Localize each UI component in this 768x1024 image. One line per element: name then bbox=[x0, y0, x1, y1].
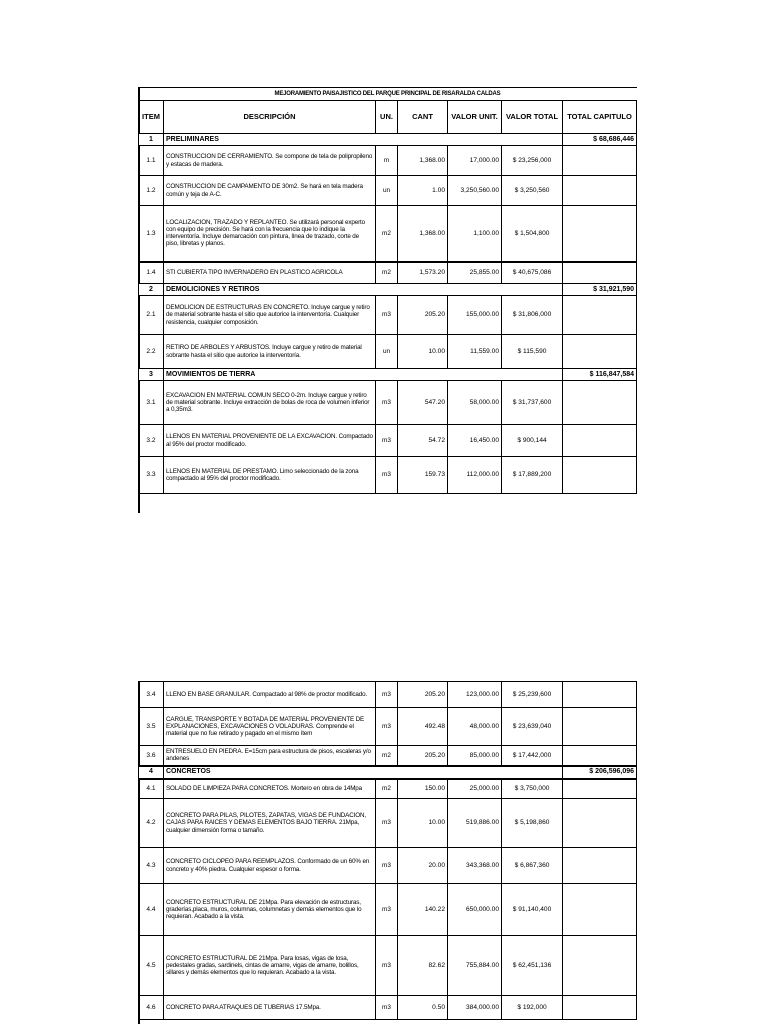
table-row bbox=[139, 176, 637, 206]
row-item: 1.1 bbox=[139, 146, 164, 176]
row-total-capitulo bbox=[563, 425, 637, 457]
table-row bbox=[139, 296, 637, 335]
chapter-row bbox=[139, 766, 637, 779]
row-item: 1.4 bbox=[139, 262, 164, 284]
row-desc: LOCALIZACION, TRAZADO Y REPLANTEO. Se utilizará personal experto con equipo de precisión. Se hará con la frecuencia que lo indique la interventoría. Incluye demarcación con pintura, línea de trazado, corte de piso, libretas y planos. bbox=[164, 206, 376, 262]
row-total-capitulo bbox=[563, 682, 637, 708]
row-item: 2.2 bbox=[139, 335, 164, 369]
row-valor-unit: 123,000.00 bbox=[448, 682, 502, 708]
row-total-capitulo bbox=[563, 848, 637, 884]
row-total-capitulo bbox=[563, 335, 637, 369]
row-valor-total: $ 40,675,086 bbox=[502, 262, 563, 284]
chapter-name: PRELIMINARES bbox=[164, 134, 563, 146]
table-row bbox=[139, 936, 637, 996]
chapter-total: $ 116,847,584 bbox=[563, 369, 637, 381]
row-item: 3.3 bbox=[139, 457, 164, 494]
row-cant: 205.20 bbox=[398, 296, 448, 335]
chapter-item: 2 bbox=[139, 284, 164, 296]
row-valor-total: $ 900,144 bbox=[502, 425, 563, 457]
row-item: 4.4 bbox=[139, 884, 164, 936]
row-desc: LLENO EN BASE GRANULAR. Compactado al 98% de proctor modificado. bbox=[164, 682, 376, 708]
row-un: m3 bbox=[376, 381, 398, 425]
row-un: m3 bbox=[376, 708, 398, 746]
row-valor-unit: 343,368.00 bbox=[448, 848, 502, 884]
row-desc: CONCRETO PARA ATRAQUES DE TUBERIAS 17.5Mpa. bbox=[164, 996, 376, 1020]
row-desc: CARGUE, TRANSPORTE Y BOTADA DE MATERIAL PROVENIENTE DE EXPLANACIONES, EXCAVACIONES O VOLADURAS. Comprende el material que no fue retirado y pagado en el mismo ítem bbox=[164, 708, 376, 746]
row-valor-total: $ 62,451,136 bbox=[502, 936, 563, 996]
row-valor-unit: 25,000.00 bbox=[448, 779, 502, 799]
row-desc: SOLADO DE LIMPIEZA PARA CONCRETOS. Mortero en obra de 14Mpa bbox=[164, 779, 376, 799]
row-valor-total: $ 3,750,000 bbox=[502, 779, 563, 799]
row-total-capitulo bbox=[563, 746, 637, 766]
chapter-total: $ 68,686,446 bbox=[563, 134, 637, 146]
row-desc: CONCRETO CICLOPEO PARA REEMPLAZOS. Conformado de un 60% en concreto y 40% piedra. Cualquier espesor o forma. bbox=[164, 848, 376, 884]
row-un: m3 bbox=[376, 996, 398, 1020]
table-row bbox=[139, 262, 637, 284]
chapter-item: 1 bbox=[139, 134, 164, 146]
header-valor-unit: VALOR UNIT. bbox=[448, 101, 502, 134]
row-un: m3 bbox=[376, 457, 398, 494]
row-cant: 492.48 bbox=[398, 708, 448, 746]
header-descripcion: DESCRIPCIÓN bbox=[164, 101, 376, 134]
row-cant: 205.20 bbox=[398, 746, 448, 766]
chapter-total: $ 31,921,590 bbox=[563, 284, 637, 296]
header-item: ITEM bbox=[139, 101, 164, 134]
row-valor-total: $ 17,889,200 bbox=[502, 457, 563, 494]
row-total-capitulo bbox=[563, 779, 637, 799]
budget-table-continued bbox=[138, 681, 637, 1020]
row-un: m3 bbox=[376, 936, 398, 996]
row-total-capitulo bbox=[563, 936, 637, 996]
row-total-capitulo bbox=[563, 146, 637, 176]
row-valor-unit: 1,100.00 bbox=[448, 206, 502, 262]
chapter-name: CONCRETOS bbox=[164, 766, 563, 779]
row-desc: LLENOS EN MATERIAL DE PRESTAMO. Limo seleccionado de la zona compactado al 95% del proctor modificado. bbox=[164, 457, 376, 494]
row-valor-total: $ 17,442,000 bbox=[502, 746, 563, 766]
row-valor-unit: 112,000.00 bbox=[448, 457, 502, 494]
row-item: 4.3 bbox=[139, 848, 164, 884]
table-row bbox=[139, 425, 637, 457]
row-item: 4.2 bbox=[139, 799, 164, 848]
row-item: 4.1 bbox=[139, 779, 164, 799]
chapter-row bbox=[139, 369, 637, 381]
row-un: m bbox=[376, 146, 398, 176]
table-title: MEJORAMIENTO PAISAJISTICO DEL PARQUE PRINCIPAL DE RISARALDA CALDAS bbox=[139, 88, 637, 101]
header-un: UN. bbox=[376, 101, 398, 134]
row-item: 4.5 bbox=[139, 936, 164, 996]
table-row bbox=[139, 457, 637, 494]
row-cant: 10.00 bbox=[398, 335, 448, 369]
row-total-capitulo bbox=[563, 262, 637, 284]
header-row bbox=[139, 101, 637, 134]
row-cant: 10.00 bbox=[398, 799, 448, 848]
chapter-name: DEMOLICIONES Y RETIROS bbox=[164, 284, 563, 296]
row-item: 3.6 bbox=[139, 746, 164, 766]
row-valor-unit: 384,000.00 bbox=[448, 996, 502, 1020]
row-total-capitulo bbox=[563, 457, 637, 494]
table-row bbox=[139, 206, 637, 262]
table-row bbox=[139, 779, 637, 799]
row-un: m3 bbox=[376, 799, 398, 848]
row-cant: 54.72 bbox=[398, 425, 448, 457]
chapter-row bbox=[139, 134, 637, 146]
table-row bbox=[139, 996, 637, 1020]
table-row bbox=[139, 884, 637, 936]
row-valor-unit: 85,000.00 bbox=[448, 746, 502, 766]
row-un: un bbox=[376, 176, 398, 206]
budget-sheet-page-1 bbox=[138, 87, 636, 494]
row-desc: CONCRETO PARA PILAS, PILOTES, ZAPATAS, VIGAS DE FUNDACION, CAJAS PARA RAICES Y DEMAS ELEMENTOS BAJO TIERRA. 21Mpa, cualquier dimensión forma o tamaño. bbox=[164, 799, 376, 848]
row-cant: 159.73 bbox=[398, 457, 448, 494]
budget-table bbox=[138, 87, 637, 494]
row-desc: LLENOS EN MATERIAL PROVENIENTE DE LA EXCAVACION. Compactado al 95% del proctor modificado. bbox=[164, 425, 376, 457]
row-total-capitulo bbox=[563, 996, 637, 1020]
row-valor-unit: 25,855.00 bbox=[448, 262, 502, 284]
row-un: m3 bbox=[376, 425, 398, 457]
row-item: 3.4 bbox=[139, 682, 164, 708]
row-desc: DEMOLICION DE ESTRUCTURAS EN CONCRETO. Incluye cargue y retiro de material sobrante hasta el sitio que autorice la interventoría. Cualquier resistencia, cualquier composición. bbox=[164, 296, 376, 335]
row-valor-unit: 3,250,560.00 bbox=[448, 176, 502, 206]
chapter-row bbox=[139, 284, 637, 296]
row-valor-total: $ 192,000 bbox=[502, 996, 563, 1020]
table-row bbox=[139, 708, 637, 746]
row-valor-total: $ 5,198,860 bbox=[502, 799, 563, 848]
row-cant: 82.62 bbox=[398, 936, 448, 996]
row-item: 1.2 bbox=[139, 176, 164, 206]
chapter-name: MOVIMIENTOS DE TIERRA bbox=[164, 369, 563, 381]
row-valor-unit: 11,559.00 bbox=[448, 335, 502, 369]
row-un: m2 bbox=[376, 206, 398, 262]
row-valor-unit: 650,000.00 bbox=[448, 884, 502, 936]
row-desc: RETIRO DE ARBOLES Y ARBUSTOS. Incluye cargue y retiro de material sobrante hasta el sitio que autorice la interventoría. bbox=[164, 335, 376, 369]
row-total-capitulo bbox=[563, 381, 637, 425]
row-valor-unit: 519,886.00 bbox=[448, 799, 502, 848]
row-valor-total: $ 25,239,600 bbox=[502, 682, 563, 708]
row-un: m2 bbox=[376, 779, 398, 799]
row-cant: 0.50 bbox=[398, 996, 448, 1020]
row-total-capitulo bbox=[563, 176, 637, 206]
row-cant: 1,368.00 bbox=[398, 146, 448, 176]
row-cant: 1,573.20 bbox=[398, 262, 448, 284]
row-cant: 20.00 bbox=[398, 848, 448, 884]
row-cant: 140.22 bbox=[398, 884, 448, 936]
row-valor-total: $ 23,256,000 bbox=[502, 146, 563, 176]
row-cant: 547.20 bbox=[398, 381, 448, 425]
row-desc: CONSTRUCCION DE CAMPAMENTO DE 30m2. Se hará en tela madera común y teja de A-C. bbox=[164, 176, 376, 206]
table-row bbox=[139, 381, 637, 425]
row-valor-total: $ 91,140,400 bbox=[502, 884, 563, 936]
chapter-item: 3 bbox=[139, 369, 164, 381]
row-total-capitulo bbox=[563, 884, 637, 936]
row-cant: 1,368.00 bbox=[398, 206, 448, 262]
row-un: un bbox=[376, 335, 398, 369]
row-valor-unit: 58,000.00 bbox=[448, 381, 502, 425]
row-desc: CONCRETO ESTRUCTURAL DE 21Mpa. Para losas, vigas de losa, pedestales gradas, sardinels, cintas de amarre, vigas de amarre, bolillos, sillares y demás elementos que lo requieran. Acabado a la vista. bbox=[164, 936, 376, 996]
row-total-capitulo bbox=[563, 799, 637, 848]
row-item: 3.1 bbox=[139, 381, 164, 425]
row-item: 3.2 bbox=[139, 425, 164, 457]
row-cant: 1.00 bbox=[398, 176, 448, 206]
table-row bbox=[139, 682, 637, 708]
row-total-capitulo bbox=[563, 296, 637, 335]
table-row bbox=[139, 799, 637, 848]
header-cant: CANT bbox=[398, 101, 448, 134]
row-valor-unit: 155,000.00 bbox=[448, 296, 502, 335]
row-valor-total: $ 3,250,560 bbox=[502, 176, 563, 206]
row-item: 1.3 bbox=[139, 206, 164, 262]
row-total-capitulo bbox=[563, 206, 637, 262]
row-un: m3 bbox=[376, 682, 398, 708]
row-valor-total: $ 115,590 bbox=[502, 335, 563, 369]
row-un: m2 bbox=[376, 746, 398, 766]
table-row bbox=[139, 848, 637, 884]
row-desc: STI CUBIERTA TIPO INVERNADERO EN PLASTICO AGRICOLA bbox=[164, 262, 376, 284]
row-desc: EXCAVACION EN MATERIAL COMUN SECO 0-2m. Incluye cargue y retiro de material sobrante. Incluye extracción de bolas de roca de volumen inferior a 0,35m3. bbox=[164, 381, 376, 425]
chapter-total: $ 206,596,096 bbox=[563, 766, 637, 779]
row-un: m2 bbox=[376, 262, 398, 284]
chapter-item: 4 bbox=[139, 766, 164, 779]
row-valor-total: $ 1,504,800 bbox=[502, 206, 563, 262]
row-valor-total: $ 31,737,600 bbox=[502, 381, 563, 425]
row-valor-unit: 16,450.00 bbox=[448, 425, 502, 457]
table-row bbox=[139, 146, 637, 176]
row-valor-total: $ 23,639,040 bbox=[502, 708, 563, 746]
row-un: m3 bbox=[376, 848, 398, 884]
header-total-capitulo: TOTAL CAPITULO bbox=[563, 101, 637, 134]
header-valor-total: VALOR TOTAL bbox=[502, 101, 563, 134]
row-desc: CONCRETO ESTRUCTURAL DE 21Mpa. Para elevación de estructuras, graderías,placa, muros, columnas, columnetas y demás elementos que lo requieran. Acabado a la vista. bbox=[164, 884, 376, 936]
row-cant: 150.00 bbox=[398, 779, 448, 799]
row-valor-total: $ 31,806,000 bbox=[502, 296, 563, 335]
budget-sheet-page-2 bbox=[138, 681, 636, 1020]
row-un: m3 bbox=[376, 884, 398, 936]
row-item: 3.5 bbox=[139, 708, 164, 746]
row-cant: 205.20 bbox=[398, 682, 448, 708]
row-item: 4.6 bbox=[139, 996, 164, 1020]
table-row bbox=[139, 746, 637, 766]
row-valor-unit: 17,000.00 bbox=[448, 146, 502, 176]
row-desc: CONSTRUCCION DE CERRAMIENTO. Se compone de tela de polipropileno y estacas de madera. bbox=[164, 146, 376, 176]
row-valor-unit: 48,000.00 bbox=[448, 708, 502, 746]
row-valor-unit: 755,884.00 bbox=[448, 936, 502, 996]
row-un: m3 bbox=[376, 296, 398, 335]
row-valor-total: $ 6,867,360 bbox=[502, 848, 563, 884]
table-row bbox=[139, 335, 637, 369]
row-item: 2.1 bbox=[139, 296, 164, 335]
row-desc: ENTRESUELO EN PIEDRA. E=15cm para estructura de pisos, escaleras y/o andenes bbox=[164, 746, 376, 766]
row-total-capitulo bbox=[563, 708, 637, 746]
